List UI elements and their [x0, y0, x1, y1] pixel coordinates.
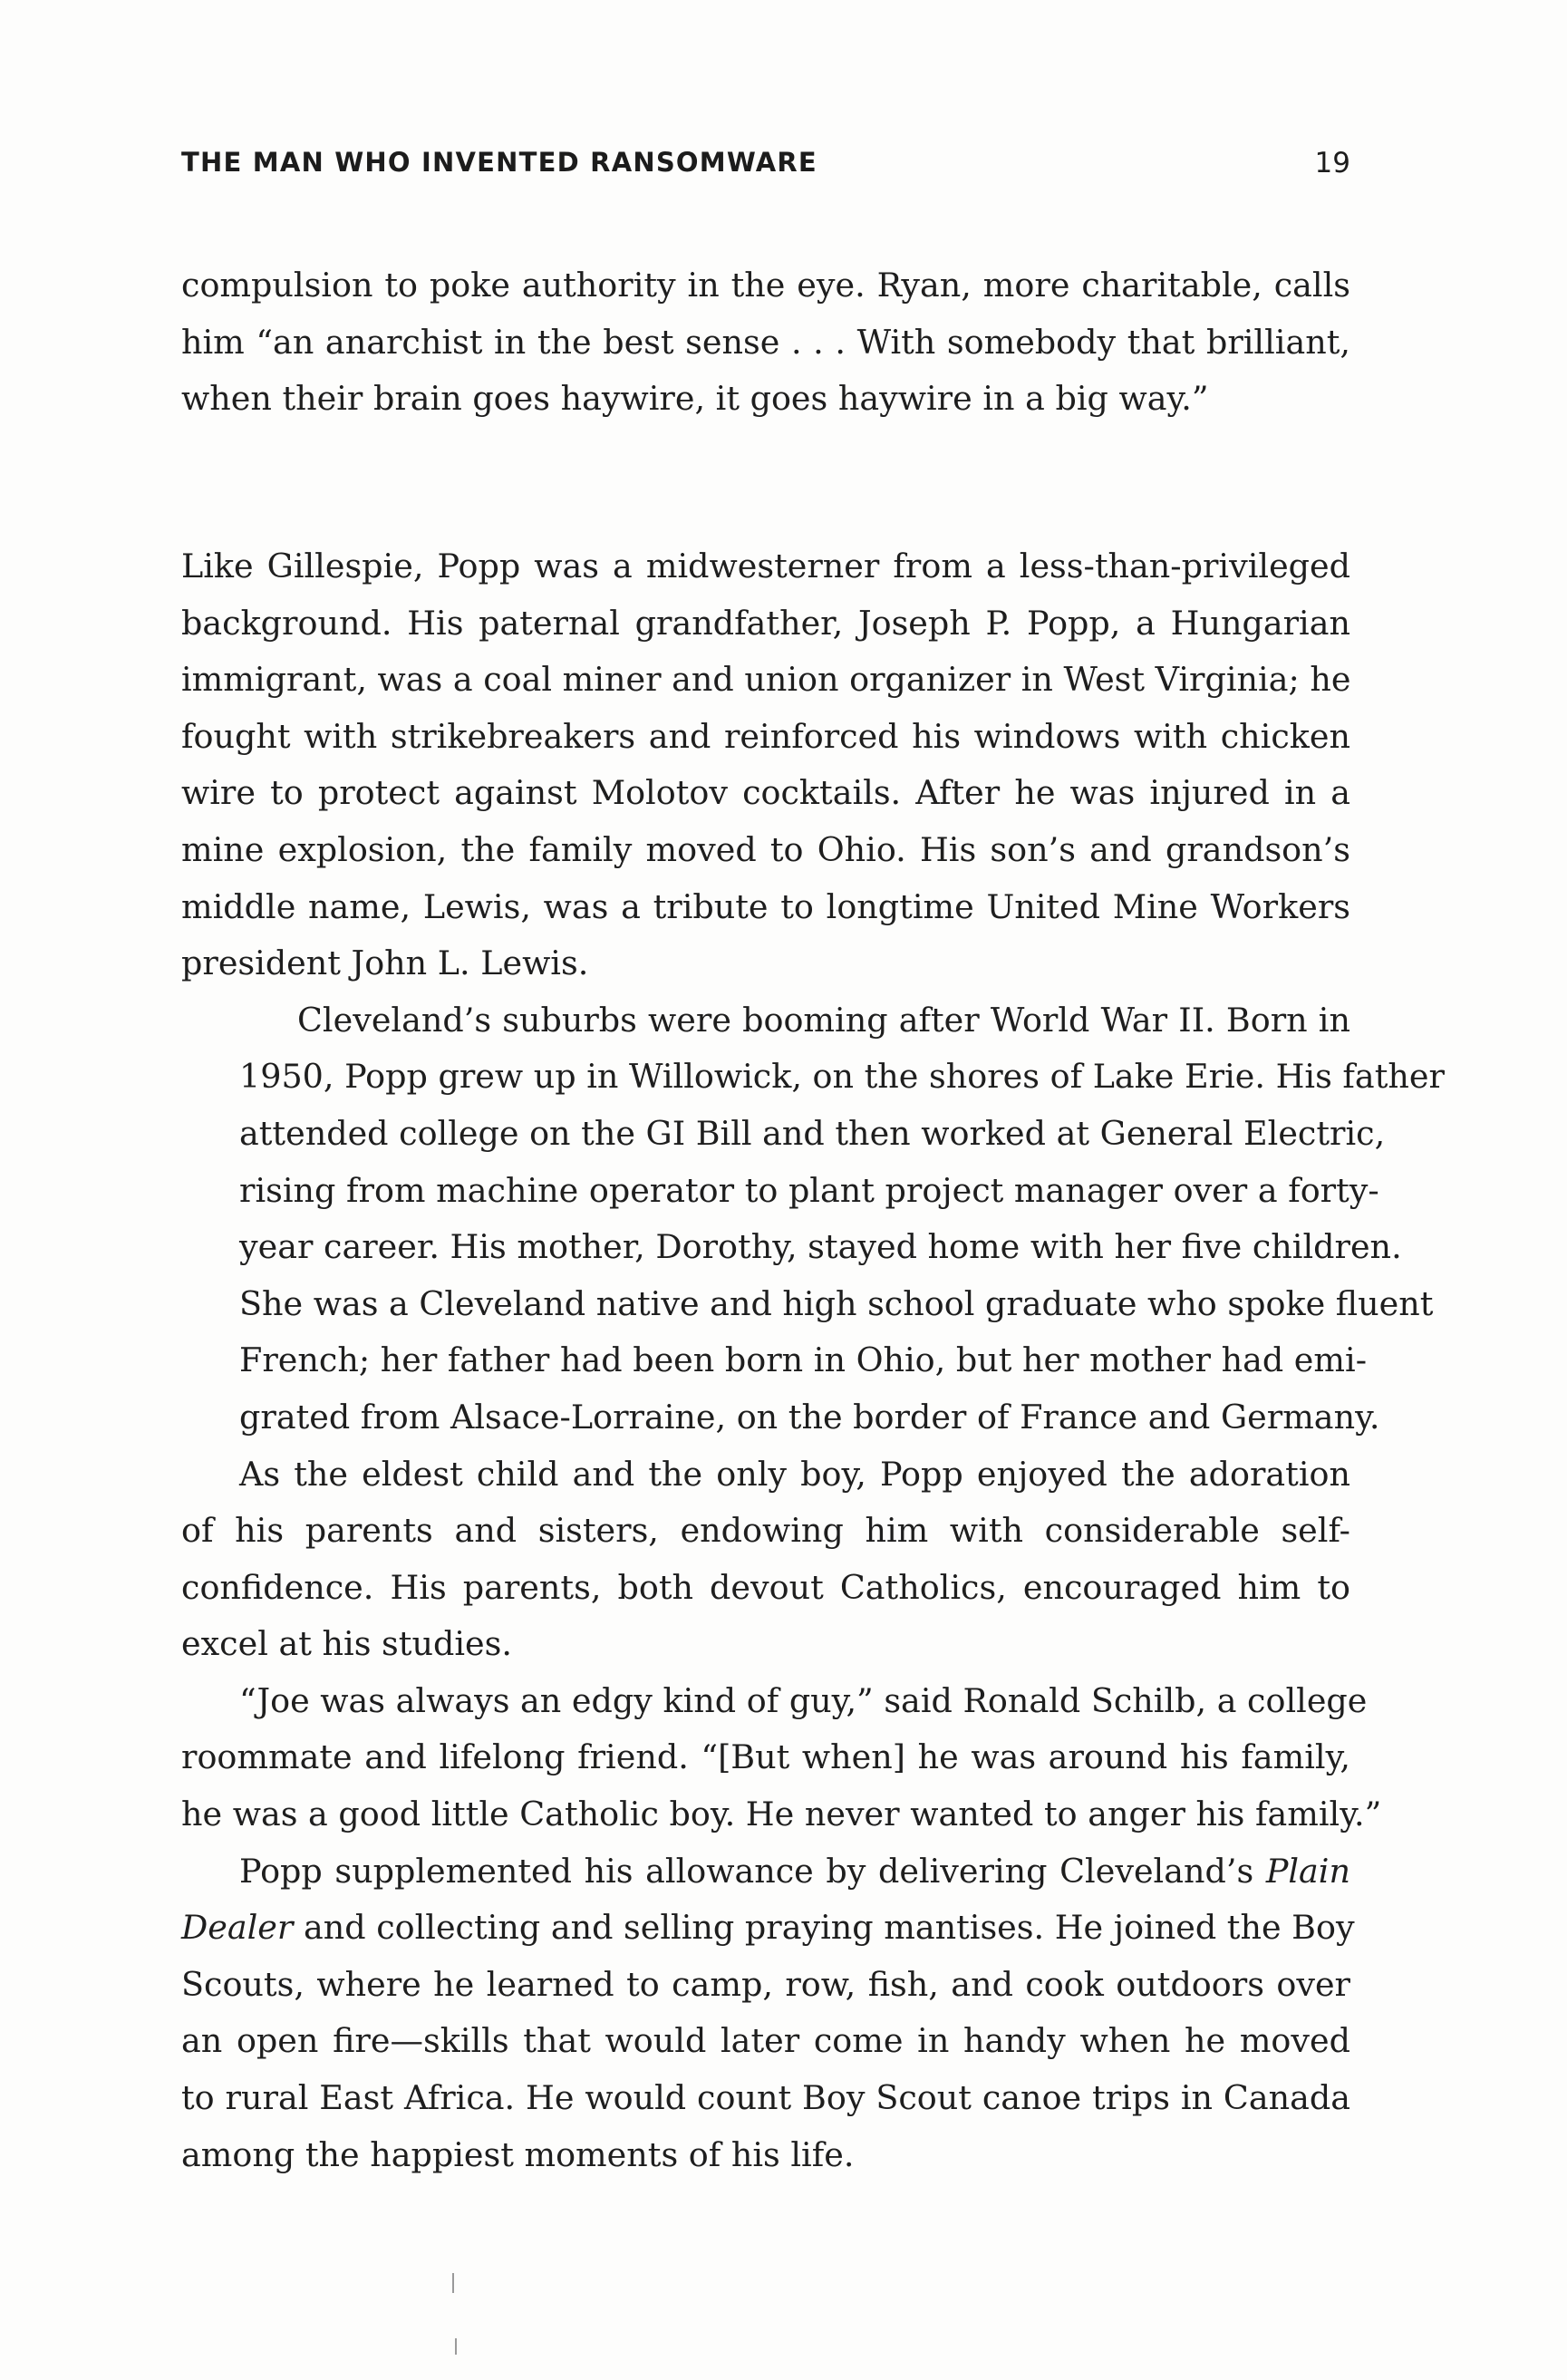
text-line: grated from Alsace-Lorraine, on the border of France and Germany.: [239, 1397, 1380, 1437]
text-line: Cleveland’s suburbs were booming after World War II. Born in: [297, 1000, 1350, 1040]
text-run: and collecting and selling praying mantises. He joined the Boy: [293, 1908, 1355, 1948]
italic-title: Dealer: [181, 1908, 294, 1948]
text-line: him “an anarchist in the best sense . . . With somebody that brilliant,: [181, 322, 1350, 362]
text-line: fought with strikebreakers and reinforced his windows with chicken: [181, 716, 1350, 756]
text-line: compulsion to poke authority in the eye. Ryan, more charitable, calls: [181, 266, 1350, 305]
paragraph-5: [181, 1673, 1382, 1843]
paragraph-1: [181, 257, 1350, 428]
text-line: an open fire—skills that would later come in handy when he moved: [181, 2021, 1350, 2061]
scan-artifact: [455, 2338, 457, 2355]
paragraph-6: [181, 1843, 1355, 2184]
paragraph-continued: [181, 257, 1350, 428]
text-line: roommate and lifelong friend. “[But when] he was around his family,: [181, 1737, 1350, 1777]
text-line: rising from machine operator to plant project manager over a forty-: [239, 1170, 1379, 1210]
paragraph-4: [181, 1446, 1350, 1673]
text-line: president John L. Lewis.: [181, 943, 589, 983]
section-body: [181, 538, 1445, 2183]
paragraph-3: [181, 992, 1445, 1446]
running-title: THE MAN WHO INVENTED RANSOMWARE: [181, 147, 817, 178]
text-run: Popp supplemented his allowance by delivering Cleveland’s: [239, 1851, 1266, 1891]
text-line: Like Gillespie, Popp was a midwesterner from a less-than-privileged: [181, 547, 1350, 585]
paragraph-2: [181, 538, 1350, 992]
text-line: “Joe was always an edgy kind of guy,” said Ronald Schilb, a college: [239, 1680, 1368, 1720]
scan-artifact: [452, 2273, 454, 2293]
text-line: Scouts, where he learned to camp, row, fish, and cook outdoors over: [181, 1964, 1350, 2004]
text-line: middle name, Lewis, was a tribute to longtime United Mine Workers: [181, 886, 1350, 926]
text-line: background. His paternal grandfather, Joseph P. Popp, a Hungarian: [181, 603, 1350, 643]
text-line: mine explosion, the family moved to Ohio. His son’s and grandson’s: [181, 829, 1350, 869]
text-line: [181, 1843, 1350, 1901]
text-line: year career. His mother, Dorothy, stayed home with her five children.: [239, 1227, 1402, 1267]
text-line: among the happiest moments of his life.: [181, 2134, 855, 2174]
text-line: 1950, Popp grew up in Willowick, on the shores of Lake Erie. His father: [239, 1057, 1445, 1097]
text-line: immigrant, was a coal miner and union organizer in West Virginia; he: [181, 660, 1351, 700]
text-line: he was a good little Catholic boy. He never wanted to anger his family.”: [181, 1795, 1382, 1834]
italic-title: Plain: [1265, 1851, 1350, 1891]
text-line: French; her father had been born in Ohio, but her mother had emi-: [239, 1340, 1368, 1380]
text-line: wire to protect against Molotov cocktails. After he was injured in a: [181, 773, 1350, 813]
running-head: [181, 147, 1350, 187]
text-line: As the eldest child and the only boy, Popp enjoyed the adoration: [239, 1454, 1350, 1494]
text-line: confidence. His parents, both devout Catholics, encouraged him to: [181, 1567, 1350, 1607]
text-line: attended college on the GI Bill and then worked at General Electric,: [239, 1113, 1386, 1153]
text-line: [181, 1900, 1355, 1957]
text-line: to rural East Africa. He would count Boy Scout canoe trips in Canada: [181, 2078, 1350, 2118]
text-line: of his parents and sisters, endowing him with considerable self-: [181, 1511, 1350, 1551]
page-number: 19: [1314, 147, 1350, 179]
text-line: She was a Cleveland native and high school graduate who spoke fluent: [239, 1283, 1434, 1323]
text-line: excel at his studies.: [181, 1624, 512, 1664]
text-line: when their brain goes haywire, it goes haywire in a big way.”: [181, 379, 1209, 419]
